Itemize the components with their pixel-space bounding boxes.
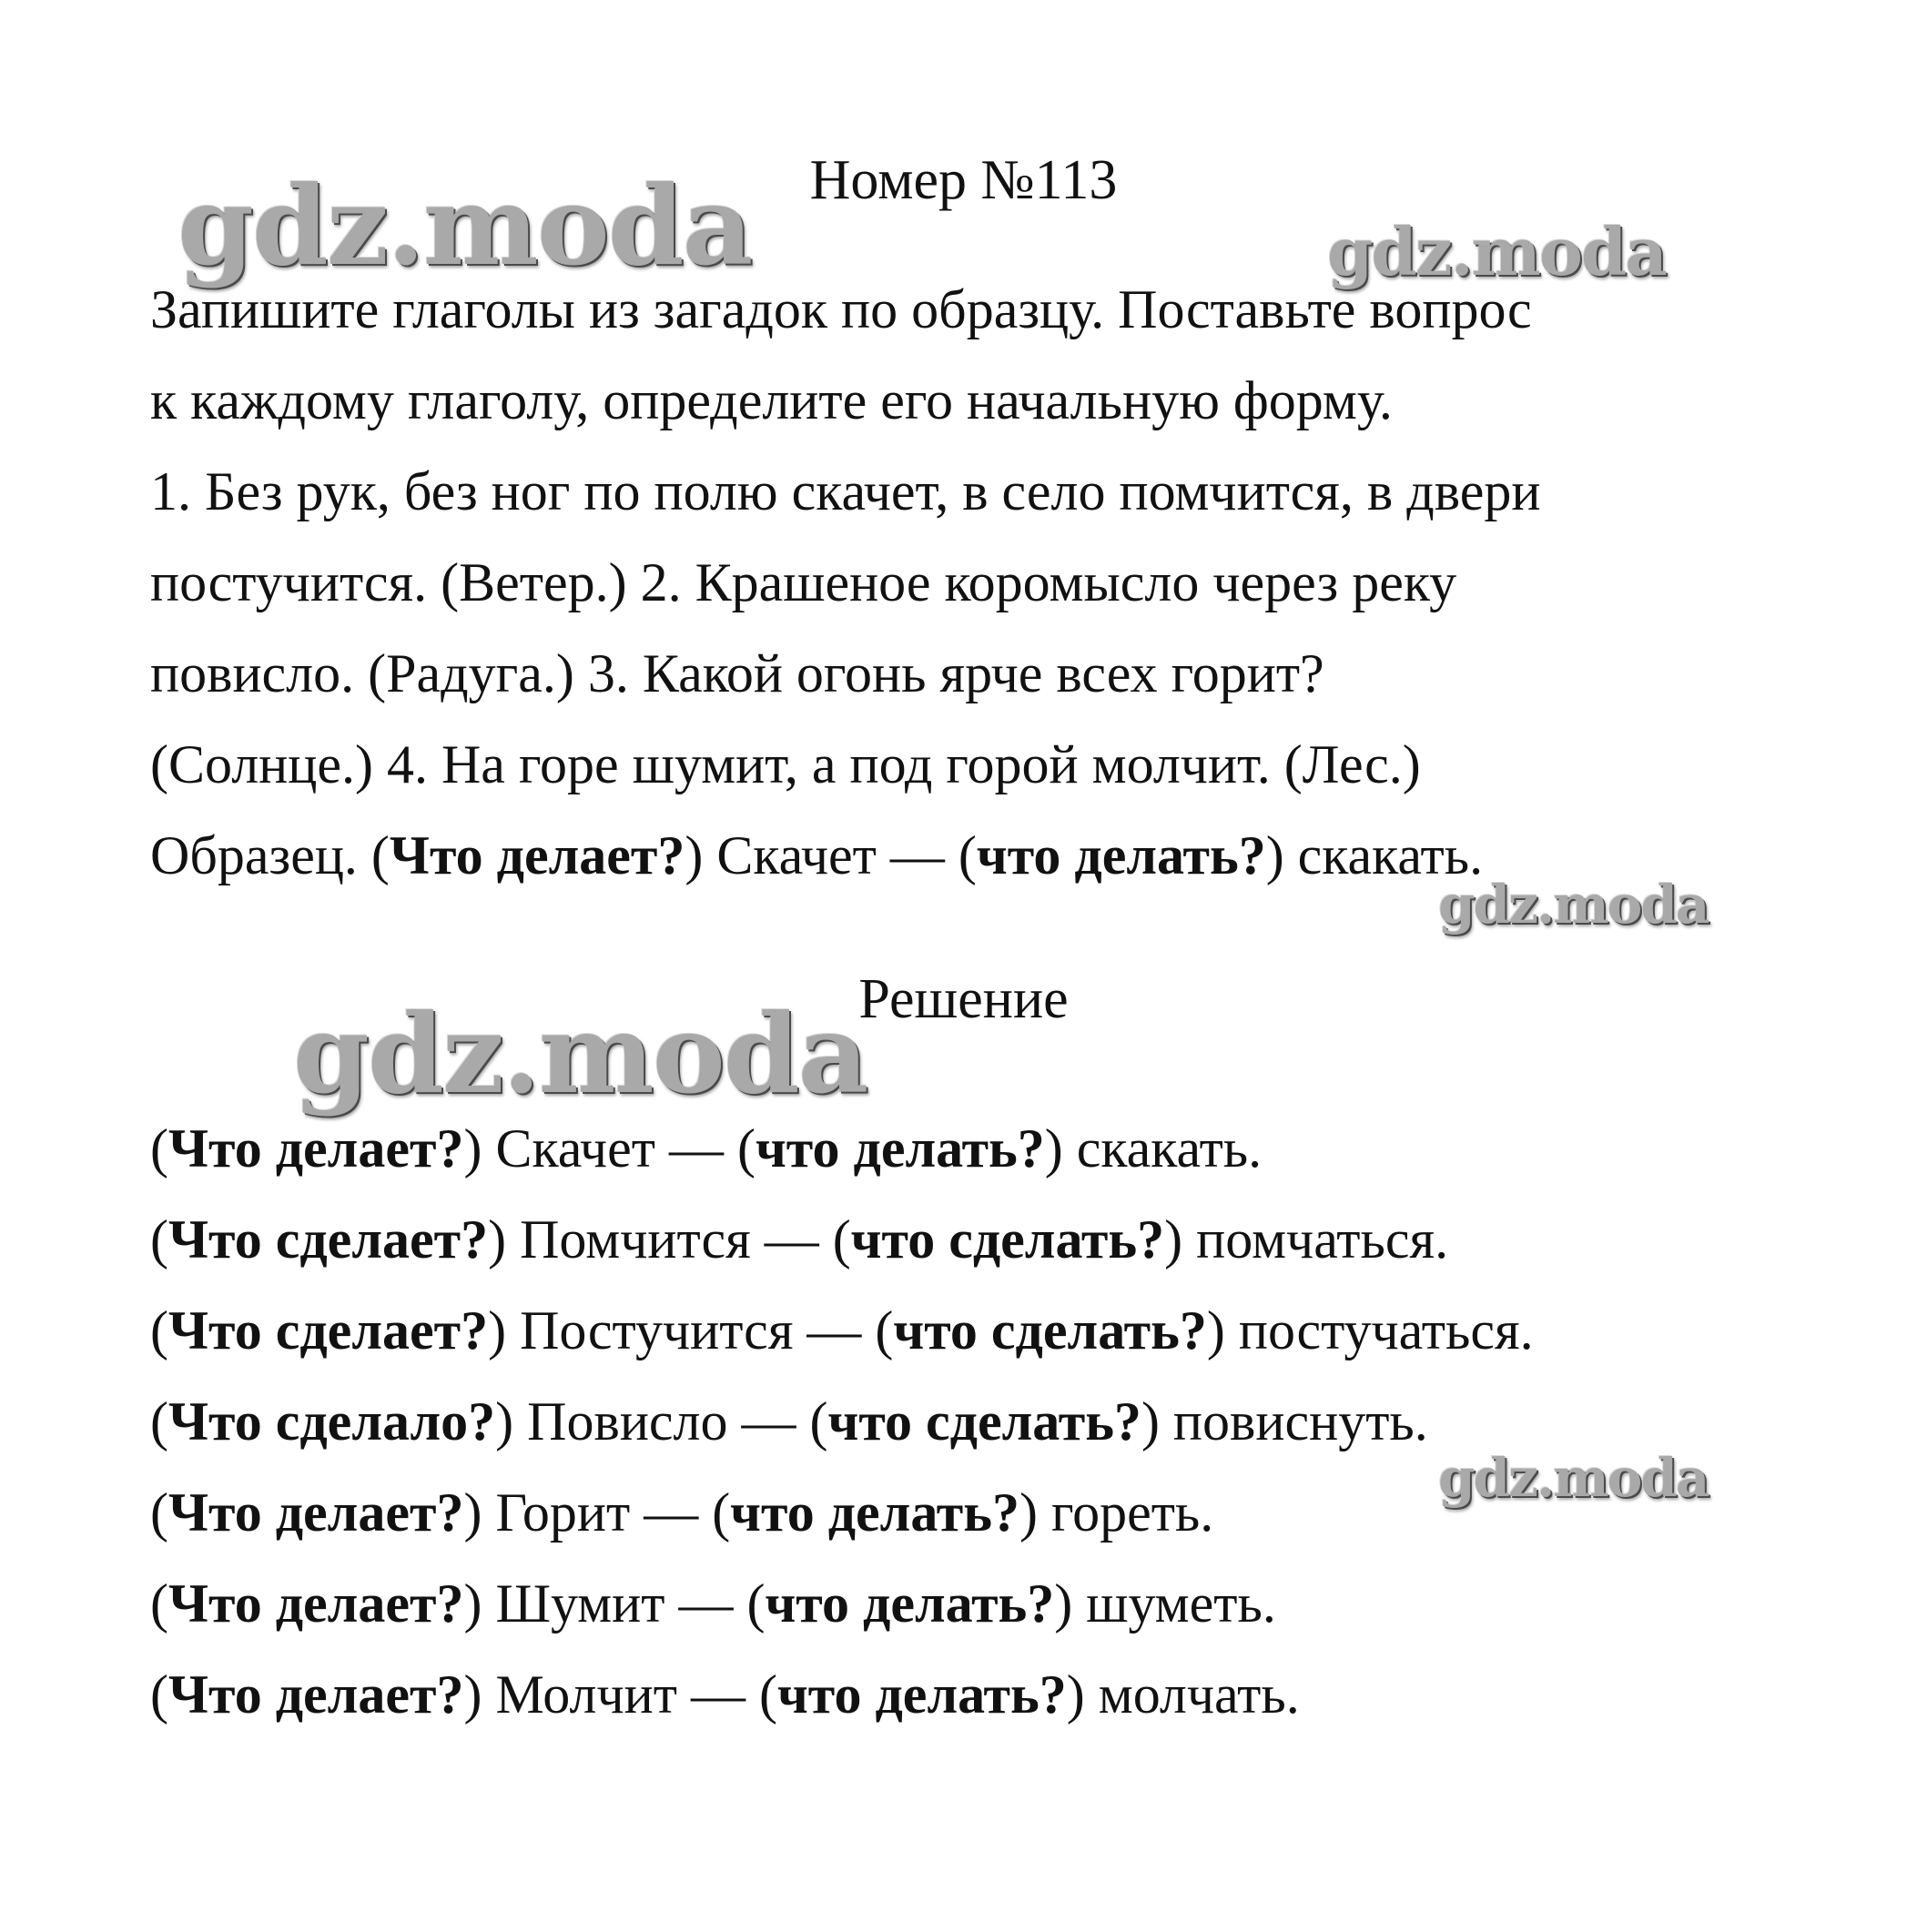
infinitive: молчать. xyxy=(1098,1664,1300,1725)
verb-form: Постучится xyxy=(520,1300,794,1360)
watermark: gdz.moda xyxy=(1327,213,1666,290)
infinitive-question: что делать? xyxy=(755,1118,1045,1178)
solution-row: (Что делает?) Горит — (что делать?) гореть. xyxy=(150,1482,1214,1543)
verb-form: Скачет xyxy=(495,1118,655,1178)
infinitive: повиснуть. xyxy=(1172,1391,1428,1452)
task-line: (Солнце.) 4. На горе шумит, а под горой молчит. (Лес.) xyxy=(150,734,1421,794)
task-line: к каждому глаголу, определите его начальную форму. xyxy=(150,370,1393,430)
sample-question-infinitive: что делать? xyxy=(976,825,1266,885)
infinitive-question: что делать? xyxy=(776,1664,1067,1725)
verb-question: Что делает? xyxy=(167,1482,464,1543)
infinitive-question: что сделать? xyxy=(893,1300,1207,1360)
infinitive: скакать. xyxy=(1076,1118,1263,1178)
task-text xyxy=(150,264,1789,901)
solution-row: (Что сделало?) Повисло — (что сделать?) повиснуть. xyxy=(150,1391,1428,1452)
page-title: Номер №113 xyxy=(809,149,1118,211)
sample-line xyxy=(150,810,1789,901)
verb-form: Шумит xyxy=(495,1573,665,1634)
verb-question: Что сделает? xyxy=(167,1300,489,1360)
infinitive-question: что сделать? xyxy=(827,1391,1141,1452)
solution-row: (Что делает?) Молчит — (что делать?) молчать. xyxy=(150,1664,1300,1725)
task-line: 1. Без рук, без ног по полю скачет, в село помчится, в двери xyxy=(150,461,1541,521)
task-line: повисло. (Радуга.) 3. Какой огонь ярче всех горит? xyxy=(150,643,1324,703)
verb-question: Что делает? xyxy=(167,1664,464,1725)
infinitive-question: что делать? xyxy=(765,1573,1055,1634)
solution-row: (Что сделает?) Постучится — (что сделать?) постучаться. xyxy=(150,1300,1534,1360)
sample-question: Что делает? xyxy=(389,825,685,885)
sample-suffix: ) скакать. xyxy=(1265,825,1484,885)
infinitive: постучаться. xyxy=(1238,1300,1534,1360)
task-line: Запишите глаголы из загадок по образцу. Поставьте вопрос xyxy=(150,279,1532,339)
verb-question: Что сделает? xyxy=(167,1209,489,1269)
task-line: постучится. (Ветер.) 2. Крашеное коромысло через реку xyxy=(150,552,1457,612)
verb-form: Молчит xyxy=(495,1664,677,1725)
infinitive: помчаться. xyxy=(1196,1209,1449,1269)
infinitive: шуметь. xyxy=(1086,1573,1276,1634)
watermark: gdz.moda xyxy=(1438,1447,1709,1509)
verb-question: Что сделало? xyxy=(167,1391,496,1452)
solution-row: (Что делает?) Скачет — (что делать?) скакать. xyxy=(150,1118,1263,1178)
solution-row: (Что делает?) Шумит — (что делать?) шуметь. xyxy=(150,1573,1276,1634)
verb-form: Горит xyxy=(495,1482,631,1543)
sample-middle: ) Скачет — ( xyxy=(685,825,977,885)
verb-question: Что делает? xyxy=(167,1573,464,1634)
watermark: gdz.moda xyxy=(1438,874,1709,936)
solution-list xyxy=(150,1103,1789,1740)
verb-form: Повисло xyxy=(527,1391,728,1452)
solution-title: Решение xyxy=(858,968,1069,1030)
verb-question: Что делает? xyxy=(167,1118,464,1178)
infinitive: гореть. xyxy=(1050,1482,1214,1543)
infinitive-question: что сделать? xyxy=(850,1209,1165,1269)
sample-prefix: Образец. ( xyxy=(150,825,390,885)
solution-row: (Что сделает?) Помчится — (что сделать?) помчаться. xyxy=(150,1209,1449,1269)
watermark: gdz.moda xyxy=(293,990,867,1118)
watermark: gdz.moda xyxy=(177,162,752,290)
infinitive-question: что делать? xyxy=(730,1482,1019,1543)
verb-form: Помчится xyxy=(520,1209,751,1269)
